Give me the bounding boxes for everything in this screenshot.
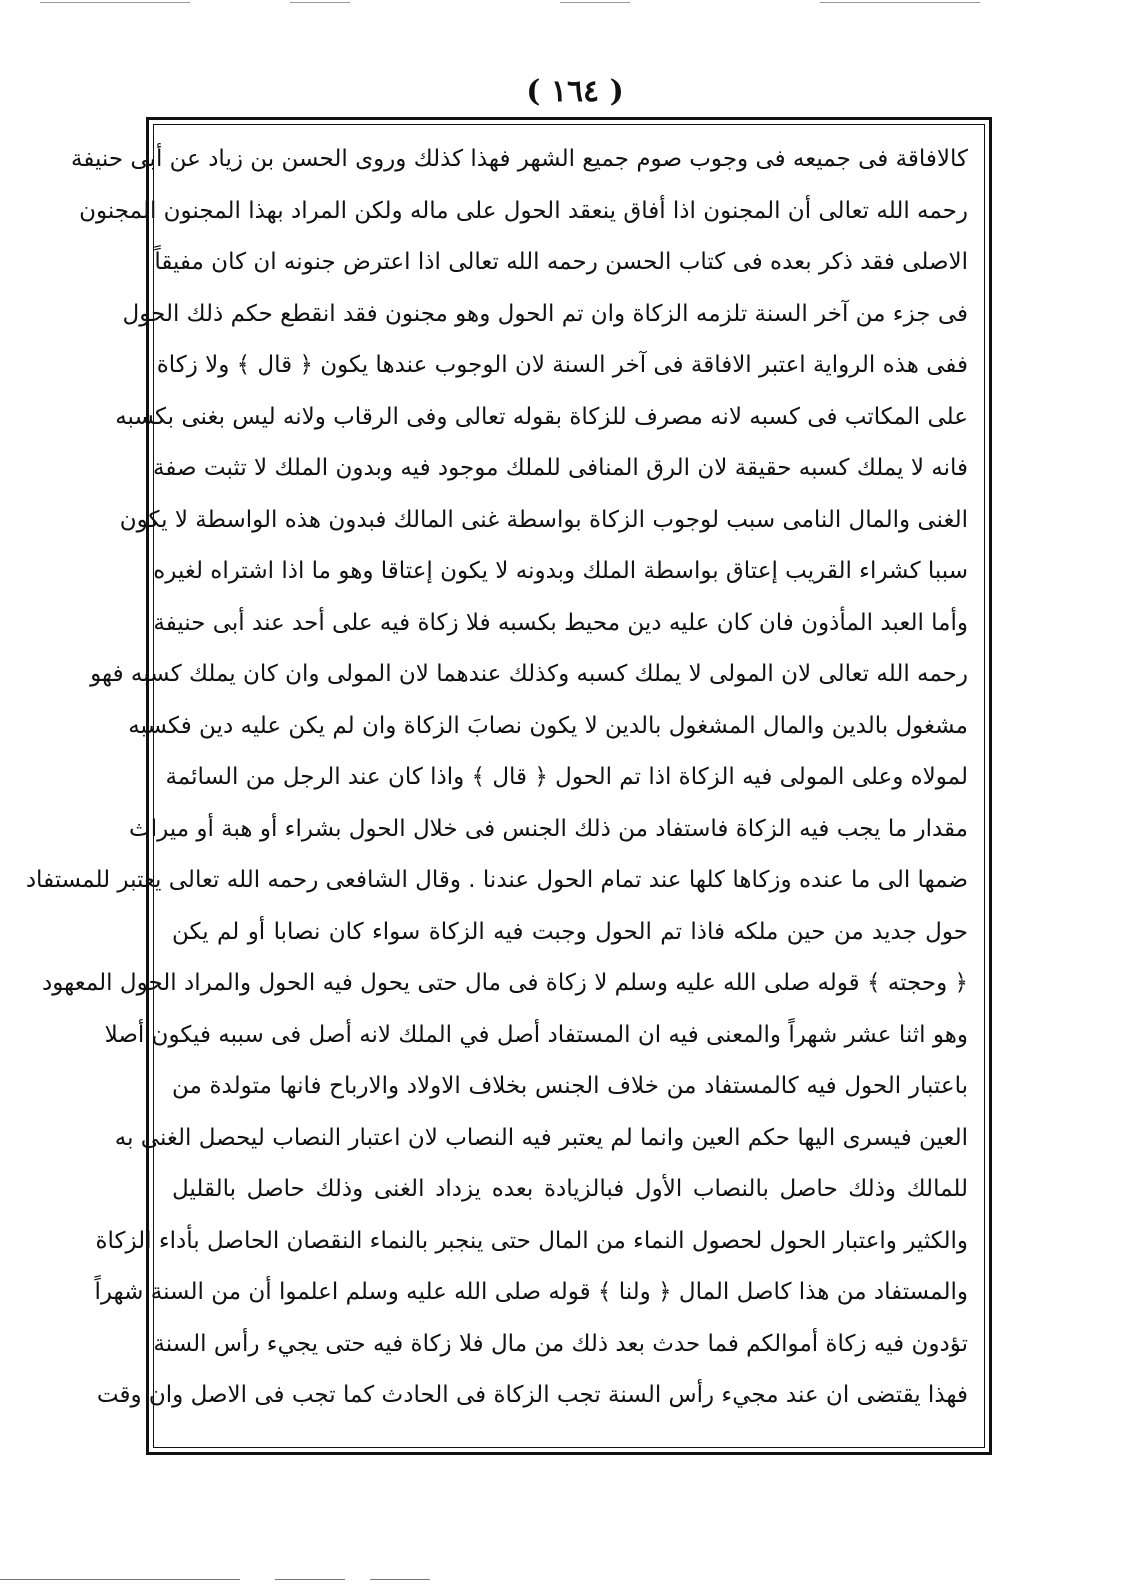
rule-segment xyxy=(370,1579,430,1580)
text-line: كالافاقة فى جميعه فى وجوب صوم جميع الشهر فهذا كذلك وروى الحسن بن زياد عن أبى حنيفة xyxy=(71,146,968,172)
rule-segment xyxy=(0,1579,240,1580)
text-line: فهذا يقتضى ان عند مجيء رأس السنة تجب الزكاة فى الحادث كما تجب فى الاصل وان وقت xyxy=(96,1382,968,1408)
text-line: مشغول بالدين والمال المشغول بالدين لا يكون نصابَ الزكاة وان لم يكن عليه دين فكسبه xyxy=(128,712,968,739)
text-line: رحمه الله تعالى أن المجنون اذا أفاق ينعقد الحول على ماله ولكن المراد بهذا المجنون المجنون xyxy=(79,197,968,224)
text-line: حول جديد من حين ملكه فاذا تم الحول وجبت فيه الزكاة سواء كان نصابا أو لم يكن xyxy=(172,918,968,945)
text-line: للمالك وذلك حاصل بالنصاب الأول فبالزيادة بعده يزداد الغنى وذلك حاصل بالقليل xyxy=(172,1176,968,1202)
top-edge-rule xyxy=(0,0,1140,6)
rule-segment xyxy=(290,2,350,3)
text-line: والمستفاد من هذا كاصل المال ﴿ ولنا ﴾ قوله صلى الله عليه وسلم اعلموا أن من السنة شهراً xyxy=(94,1279,968,1305)
text-line: ففى هذه الرواية اعتبر الافاقة فى آخر السنة لان الوجوب عندها يكون ﴿ قال ﴾ ولا زكاة xyxy=(156,352,968,378)
text-line: الغنى والمال النامى سبب لوجوب الزكاة بواسطة غنى المالك فبدون هذه الواسطة لا يكون xyxy=(119,506,968,533)
rule-segment xyxy=(820,2,980,3)
text-line: باعتبار الحول فيه كالمستفاد من خلاف الجنس بخلاف الاولاد والارباح فانها متولدة من xyxy=(172,1073,968,1099)
rule-segment xyxy=(275,1579,345,1580)
text-line: وأما العبد المأذون فان كان عليه دين محيط بكسبه فلا زكاة فيه على أحد عند أبى حنيفة xyxy=(153,609,968,636)
text-line: تؤدون فيه زكاة أموالكم فما حدث بعد ذلك من مال فلا زكاة فيه حتى يجيء رأس السنة xyxy=(153,1330,968,1357)
text-line: والكثير واعتبار الحول لحصول النماء من المال حتى ينجبر بالنماء النقصان الحاصل بأداء الزكاة xyxy=(95,1227,968,1254)
text-line: سببا كشراء القريب إعتاق بواسطة الملك وبدونه لا يكون إعتاقا وهو ما اذا اشتراه لغيره xyxy=(153,558,968,584)
rule-segment xyxy=(40,2,190,3)
page-number: ( ١٦٤ ) xyxy=(526,74,624,109)
bottom-edge-rule xyxy=(0,1578,1140,1582)
text-line: ضمها الى ما عنده وزكاها كلها عند تمام الحول عندنا . وقال الشافعى رحمه الله تعالى يعتبر للمستفاد xyxy=(25,867,968,893)
text-line: وهو اثنا عشر شهراً والمعنى فيه ان المستفاد أصل في الملك لانه أصل فى سببه فيكون أصلا xyxy=(104,1021,968,1048)
rule-segment xyxy=(560,2,630,3)
text-line: فى جزء من آخر السنة تلزمه الزكاة وان تم الحول وهو مجنون فقد انقطع حكم ذلك الحول xyxy=(122,300,968,327)
text-line: لمولاه وعلى المولى فيه الزكاة اذا تم الحول ﴿ قال ﴾ واذا كان عند الرجل من السائمة xyxy=(165,764,968,790)
text-line: مقدار ما يجب فيه الزكاة فاستفاد من ذلك الجنس فى خلال الحول بشراء أو هبة أو ميراث xyxy=(129,815,968,842)
text-line: فانه لا يملك كسبه حقيقة لان الرق المنافى للملك موجود فيه وبدون الملك لا تثبت صفة xyxy=(153,455,968,481)
text-line: رحمه الله تعالى لان المولى لا يملك كسبه وكذلك عندهما لان المولى وان كان يملك كسبه فهو xyxy=(90,661,968,687)
text-line: على المكاتب فى كسبه لانه مصرف للزكاة بقوله تعالى وفى الرقاب ولانه ليس بغنى بكسبه xyxy=(115,403,968,430)
body-text xyxy=(25,134,968,1422)
text-line: ﴿ وحجته ﴾ قوله صلى الله عليه وسلم لا زكاة فى مال حتى يحول فيه الحول والمراد الحول المعهود xyxy=(42,970,968,996)
text-line: العين فيسرى اليها حكم العين وانما لم يعتبر فيه النصاب لان اعتبار النصاب ليحصل الغنى به xyxy=(114,1124,968,1151)
text-line: الاصلى فقد ذكر بعده فى كتاب الحسن رحمه الله تعالى اذا اعترض جنونه ان كان مفيقاً xyxy=(154,249,968,275)
